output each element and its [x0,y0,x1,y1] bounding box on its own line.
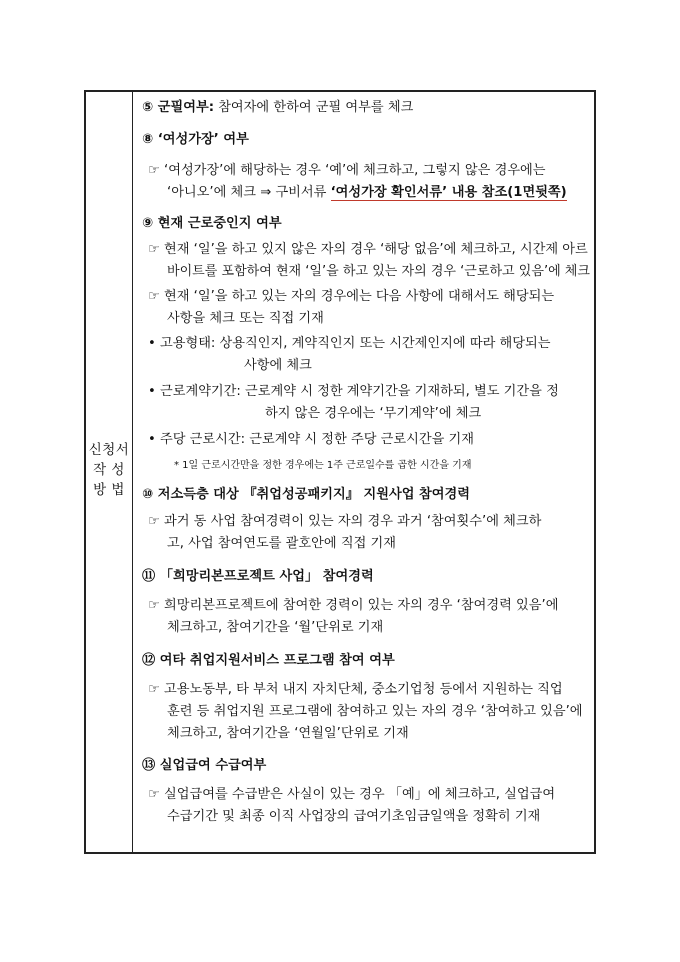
section-9-note: * 1일 근로시간만을 정한 경우에는 1주 근로일수를 곱한 시간을 기재 [174,460,472,471]
section-8-line-2 [167,183,567,203]
row-label-line-2: 작 성 [93,462,125,478]
section-13-title: ⑬ 실업급여 수급여부 [142,758,267,773]
section-11-line-2: 체크하고, 참여기간을 ‘월’단위로 기재 [167,620,384,635]
section-12-line-1: ☞ 고용노동부, 타 부처 내지 자치단체, 중소기업청 등에서 지원하는 직업 [148,682,563,697]
section-11-line-1: ☞ 희망리본프로젝트에 참여한 경력이 있는 자의 경우 ‘참여경력 있음’에 [148,598,559,613]
column-divider [132,90,133,854]
section-10-line-2: 고, 사업 참여연도를 괄호안에 직접 기재 [167,536,396,551]
row-label [86,440,132,500]
section-8-line-2-a: ‘아니오’에 체크 ⇒ 구비서류 [167,185,331,200]
section-9-line-3: ☞ 현재 ‘일’을 하고 있는 자의 경우에는 다음 사항에 대해서도 해당되는 [148,289,555,304]
section-9-bullet-2-cont: 하지 않은 경우에는 ‘무기계약’에 체크 [265,406,482,421]
section-5-text: 참여자에 한하여 군필 여부를 체크 [214,100,414,115]
section-9-bullet-1: • 고용형태: 상용직인지, 계약직인지 또는 시간제인지에 따라 해당되는 [148,336,551,351]
section-12-title: ⑫ 여타 취업지원서비스 프로그램 참여 여부 [142,653,395,668]
section-10-line-1: ☞ 과거 동 사업 참여경력이 있는 자의 경우 과거 ‘참여횟수’에 체크하 [148,514,542,529]
section-9-title: ⑨ 현재 근로중인지 여부 [142,216,282,231]
section-5 [142,98,413,118]
section-8-line-1: ☞ ‘여성가장’에 해당하는 경우 ‘예’에 체크하고, 그렇지 않은 경우에는 [148,163,546,178]
section-11-title: ⑪ 「희망리본프로젝트 사업」 참여경력 [142,569,374,584]
section-9-bullet-3: • 주당 근로시간: 근로계약 시 정한 주당 근로시간을 기재 [148,432,475,447]
section-9-line-1: ☞ 현재 ‘일’을 하고 있지 않은 자의 경우 ‘해당 없음’에 체크하고, 시간제 아르 [148,242,588,257]
section-12-line-2: 훈련 등 취업지원 프로그램에 참여하고 있는 자의 경우 ‘참여하고 있음’에 [167,704,583,719]
row-label-line-1: 신청서 [88,442,130,458]
section-9-line-4: 사항을 체크 또는 직접 기재 [167,311,324,326]
section-12-line-3: 체크하고, 참여기간을 ‘연월일’단위로 기재 [167,726,409,741]
section-9-bullet-1-cont: 사항에 체크 [244,358,312,373]
section-5-title: ⑤ 군필여부: [142,100,214,115]
section-9-bullet-2: • 근로계약기간: 근로계약 시 정한 계약기간을 기재하되, 별도 기간을 정 [148,384,559,399]
section-9-line-2: 바이트를 포함하여 현재 ‘일’을 하고 있는 자의 경우 ‘근로하고 있음’에 체크 [167,264,590,279]
section-10-title: ⑩ 저소득층 대상 『취업성공패키지』 지원사업 참여경력 [142,487,471,502]
section-13-line-1: ☞ 실업급여를 수급받은 사실이 있는 경우 「예」에 체크하고, 실업급여 [148,787,556,802]
row-label-line-3: 방 법 [93,482,125,498]
section-13-line-2: 수급기간 및 최종 이직 사업장의 급여기초임금일액을 정확히 기재 [167,809,541,824]
section-8-reference: ‘여성가장 확인서류’ 내용 참조(1면뒷쪽) [330,185,567,200]
section-8-title: ⑧ ‘여성가장’ 여부 [142,132,249,147]
